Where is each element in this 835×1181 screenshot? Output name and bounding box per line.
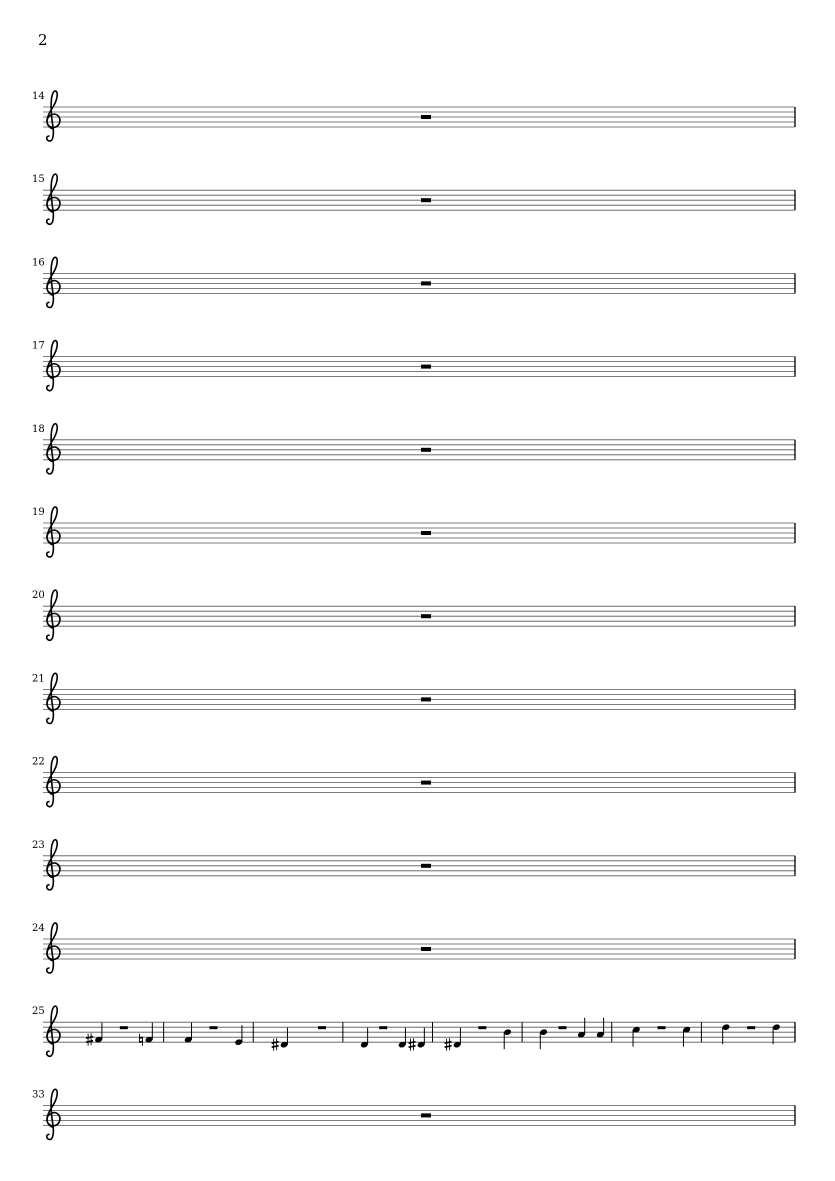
measure-number: 21 (32, 673, 45, 685)
measure-number: 17 (32, 340, 45, 352)
staff-system (32, 174, 795, 224)
sharp-icon (409, 1038, 416, 1051)
rest-icon (478, 1026, 486, 1029)
page-number: 2 (38, 31, 48, 49)
natural-icon (140, 1034, 143, 1046)
staff-system (32, 507, 795, 557)
staff-system (32, 257, 795, 307)
measure-number: 25 (32, 1006, 45, 1018)
multi-measure-rest-icon (421, 697, 431, 701)
treble-clef-icon (47, 507, 60, 557)
sharp-icon (445, 1038, 452, 1051)
measure-number: 22 (32, 756, 45, 768)
staff-system (32, 91, 795, 141)
rest-icon (209, 1026, 217, 1029)
treble-clef-icon (47, 757, 60, 807)
multi-measure-rest-icon (421, 531, 431, 535)
treble-clef-icon (47, 673, 60, 723)
multi-measure-rest-icon (421, 448, 431, 452)
measure-number: 14 (32, 91, 45, 102)
treble-clef-icon (47, 840, 60, 890)
rest-icon (558, 1026, 566, 1029)
multi-measure-rest-icon (421, 281, 431, 285)
staff-system (32, 1089, 795, 1139)
treble-clef-icon (47, 590, 60, 640)
sharp-icon (86, 1033, 93, 1046)
staff-system (32, 1006, 795, 1056)
measure-number: 19 (32, 507, 45, 518)
staff-system (32, 840, 795, 890)
measure-number: 33 (32, 1089, 45, 1101)
measure-number: 18 (32, 423, 45, 435)
staff-system (32, 757, 795, 807)
rest-icon (747, 1026, 755, 1029)
sharp-icon (272, 1038, 279, 1051)
measure-number: 16 (32, 257, 45, 269)
multi-measure-rest-icon (421, 864, 431, 868)
multi-measure-rest-icon (421, 1113, 431, 1117)
treble-clef-icon (47, 257, 60, 307)
treble-clef-icon (47, 424, 60, 474)
rest-icon (379, 1026, 387, 1029)
staff-system (32, 590, 795, 640)
measure-number: 23 (32, 839, 45, 851)
treble-clef-icon (47, 341, 60, 391)
rest-icon (120, 1026, 128, 1029)
rest-icon (658, 1026, 666, 1029)
staff-system (32, 341, 795, 391)
rest-icon (318, 1026, 326, 1029)
multi-measure-rest-icon (421, 614, 431, 618)
multi-measure-rest-icon (421, 115, 431, 119)
multi-measure-rest-icon (421, 365, 431, 369)
treble-clef-icon (47, 91, 60, 141)
multi-measure-rest-icon (421, 947, 431, 951)
treble-clef-icon (47, 1006, 60, 1056)
staff-system (32, 424, 795, 474)
treble-clef-icon (47, 174, 60, 224)
staff-system (32, 673, 795, 723)
measure-number: 20 (32, 590, 45, 602)
treble-clef-icon (47, 1089, 60, 1139)
treble-clef-icon (47, 923, 60, 973)
staff-system (32, 923, 795, 973)
multi-measure-rest-icon (421, 781, 431, 785)
measure-number: 24 (32, 923, 45, 934)
multi-measure-rest-icon (421, 198, 431, 202)
measure-number: 15 (32, 174, 45, 186)
